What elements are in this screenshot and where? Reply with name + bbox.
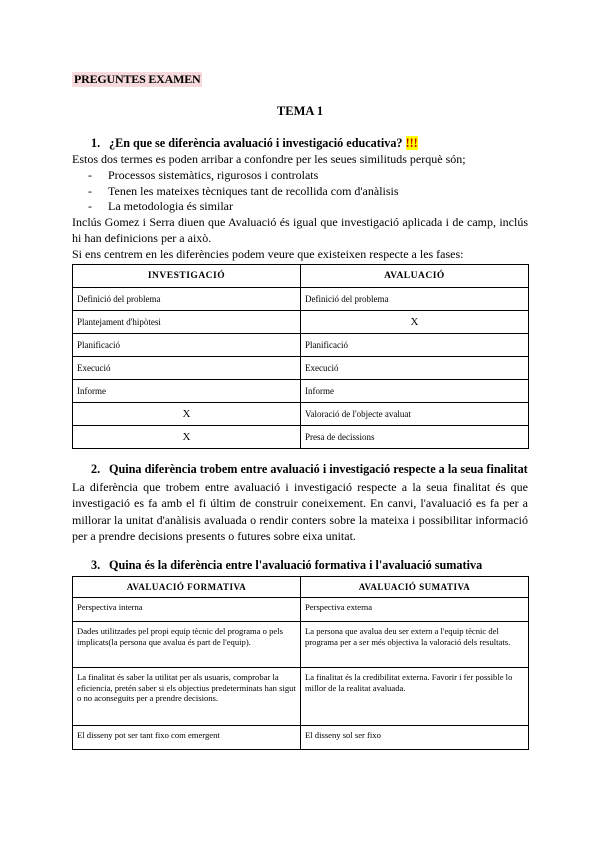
question-2-text: Quina diferència trobem entre avaluació i investigació respecte a la seua finalitat [109, 462, 528, 476]
table-cell: El disseny pot ser tant fixo com emergent [73, 726, 301, 750]
table-row [73, 357, 529, 380]
table-cell: Perspectiva interna [73, 598, 301, 622]
question-1-mark: !!! [405, 136, 418, 150]
table-cell: Perspectiva externa [301, 598, 529, 622]
question-1-intro: Estos dos termes es poden arribar a confondre per les seues similituds perquè són; [72, 152, 466, 166]
question-3-number: 3. [91, 558, 101, 572]
question-1-heading [91, 136, 418, 151]
table-row [73, 380, 529, 403]
question-1-text: ¿En que se diferència avaluació i investigació educativa? [109, 136, 403, 150]
table-row [73, 426, 529, 449]
list-item: - La metodologia és similar [88, 199, 233, 213]
table-cell: Informe [73, 380, 301, 403]
list-item: - Tenen les mateixes tècniques tant de recollida com d'anàlisis [88, 183, 399, 198]
table-row [73, 726, 529, 750]
table-cell: Valoració de l'objecte avaluat [301, 403, 529, 426]
table-cell: La finalitat és saber la utilitat per als usuaris, comprobar la eficiencia, pretén saber si els objectius predeterminats han sigut o no aconseguits per a prendre decisions. [73, 668, 301, 726]
table-cell: Informe [301, 380, 529, 403]
question-3-heading [91, 558, 482, 573]
table-cell: La persona que avalua deu ser extern a l'equip tècnic del programa per a ser més objectiva la valoració dels resultats. [301, 622, 529, 668]
table-row [73, 288, 529, 311]
table-header-row [73, 577, 529, 598]
table-cell: La finalitat és la credibilitat externa. Favorir i fer possible lo millor de la realitat avaluada. [301, 668, 529, 726]
table-row [73, 622, 529, 668]
question-2-heading [91, 462, 528, 477]
table-row [73, 403, 529, 426]
table-cell: Execució [301, 357, 529, 380]
evaluation-types-table [72, 576, 529, 750]
column-header-sumativa: AVALUACIÓ SUMATIVA [301, 577, 529, 598]
question-1-number: 1. [91, 136, 101, 150]
document-title: PREGUNTES EXAMEN [74, 72, 201, 86]
table-cell: Planificació [301, 334, 529, 357]
table-cell: Dades utilitzades pel propi equip tècnic del programa o pels implicats(la persona que avalua és part de l'equip). [73, 622, 301, 668]
column-header-investigacio: INVESTIGACIÓ [73, 265, 301, 288]
table-header-row [73, 265, 529, 288]
table-cell: Definició del problema [73, 288, 301, 311]
table-cell: X [73, 426, 301, 449]
column-header-avaluacio: AVALUACIÓ [301, 265, 529, 288]
column-header-formativa: AVALUACIÓ FORMATIVA [73, 577, 301, 598]
table-cell: Plantejament d'hipòtesi [73, 311, 301, 334]
table-row [73, 311, 529, 334]
table-cell: Planificació [73, 334, 301, 357]
table-cell: X [301, 311, 529, 334]
table-cell: Definició del problema [301, 288, 529, 311]
question-1-paragraph-1: Inclús Gomez i Serra diuen que Avaluació és igual que investigació aplicada i de camp, inclús hi han definicions per a això. [72, 215, 528, 245]
table-row [73, 668, 529, 726]
table-cell: Presa de decissions [301, 426, 529, 449]
question-2-number: 2. [91, 462, 101, 476]
table-cell: Execució [73, 357, 301, 380]
table-row [73, 598, 529, 622]
list-item: - Processos sistemàtics, rigurosos i controlats [88, 168, 319, 182]
table-cell: El disseny sol ser fixo [301, 726, 529, 750]
question-1-bullet-list [88, 168, 399, 215]
question-3-text: Quina és la diferència entre l'avaluació formativa i l'avaluació sumativa [109, 558, 483, 572]
phases-comparison-table [72, 264, 529, 449]
section-heading: TEMA 1 [276, 104, 324, 118]
question-1-paragraph-2: Si ens centrem en les diferències podem veure que existeixen respecte a les fases: [72, 247, 464, 261]
question-2-paragraph: La diferència que trobem entre avaluació i investigació respecte a la seua finalitat és que investigació es fa amb el fi últim de construir coneixement. En canvi, l'avaluació es fa per a millorar la unitat d'anàlisis avaluada o rendir conters sobre la mateixa i possibilitar informació per a prendre decisions presents o futures sobre eixa unitat. [72, 480, 528, 544]
table-cell: X [73, 403, 301, 426]
table-row [73, 334, 529, 357]
